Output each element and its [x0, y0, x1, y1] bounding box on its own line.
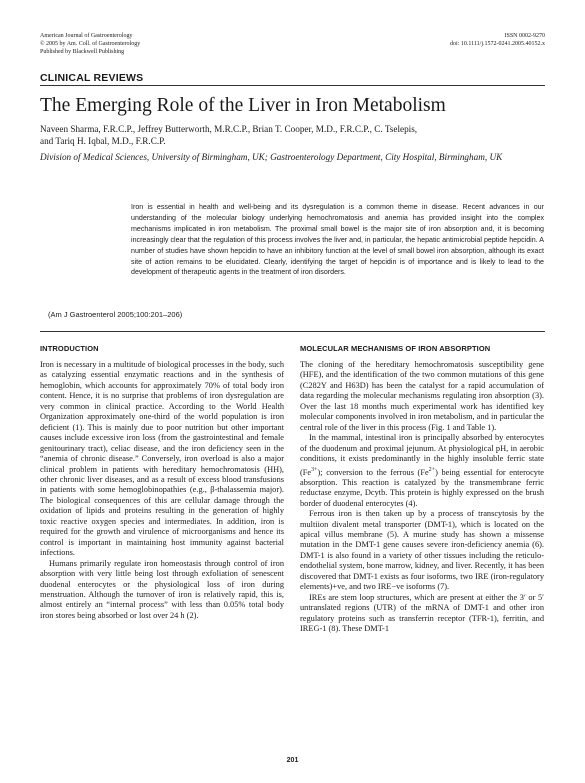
body-paragraph: Ferrous iron is then taken up by a process of transcytosis by the multiion divalent metal transporter (DMT-1), which is located on the apical villus membrane (5). A murine study has shown a missense mutation in the DMT-1 gene causes severe iron-deficiency anemia (6). DMT-1 is also found in a variety of other tissues including the reticulo-endothelial system, bone marrow, kidney, and liver. Recently, it has been discovered that DMT-1 exists as four isoforms, two IRE (iron-regulatory elements)+ve, and two IRE−ve isoforms (7). — [300, 509, 544, 592]
journal-name: American Journal of Gastroenterology — [40, 33, 133, 39]
author-line-1: Naveen Sharma, F.R.C.P., Jeffrey Butterworth, M.R.C.P., Brian T. Cooper, M.D., F.R.C.P., C. Tselepis, — [40, 124, 418, 134]
affiliation: Division of Medical Sciences, University of Birmingham, UK; Gastroenterology Department, City Hospital, Birmingham, UK — [40, 152, 503, 162]
author-list — [40, 124, 545, 147]
left-column — [40, 344, 284, 621]
body-paragraph: Humans primarily regulate iron homeostasis through control of iron absorption with very little being lost through exfoliation of senescent duodenal enterocytes or the physiological loss of iron during menstruation. Although the turnover of iron is relatively rapid, this is, almost entirely an “internal process” with less than 0.05% total body iron stores being absorbed or lost over 24 h (2). — [40, 558, 284, 620]
publisher-line: Published by Blackwell Publishing — [40, 49, 125, 55]
body-paragraph: Iron is necessary in a multitude of biological processes in the body, such as catalyzing essential enzymatic reactions and in the synthesis of hemoglobin, which accounts for approximately 70% of total body iron content. Hence, it is no surprise that problems of iron dysregulation are very common in clinical practice. According to the World Health Organization approximately one-third of the world population is iron deficient (1). This is mainly due to poor nutrition but other important causes include excessive iron loss (from the gastrointestinal and female genitourinary tract), celiac disease, and the iron deficiency seen in the “anemia of chronic disease.” Conversely, iron overload is also a major clinical problem in patients with hereditary hemochromatosis (HH), other chronic liver diseases, and as a result of excess blood transfusions in patients with some hemoglobinopathies (e.g., β-thalassemia major). The biological consequences of this are cellular damage through the oxidation of lipids and proteins resulting in the generation of highly toxic reactive oxygen species and intermediates. In addition, iron is required for the growth and virulence of microorganisms and hence its control is important in maintaining host immunity against bacterial infections. — [40, 360, 284, 558]
body-paragraph: The cloning of the hereditary hemochromatosis susceptibility gene (HFE), and the identification of the two common mutations of this gene (C282Y and H63D) has been the catalyst for a rapid accumulation of data regarding the molecular mechanisms regulating iron absorption (3). Over the last 18 months much experimental work has identified key molecular components involved in iron metabolism, and in particular the central role of the liver in this process (Fig. 1 and Table 1). — [300, 360, 544, 432]
article-title: The Emerging Role of the Liver in Iron Metabolism — [40, 95, 446, 116]
body-paragraph: IREs are stem loop structures, which are present at either the 3′ or 5′ untranslated regions (UTR) of the mRNA of DMT-1 and other iron regulatory proteins such as transferrin receptor (TFR-1), ferritin, and IREG-1 (8). These DMT-1 — [300, 592, 544, 634]
abstract-divider — [40, 331, 545, 332]
identifier-header — [450, 32, 545, 48]
abstract: Iron is essential in health and well-being and its dysregulation is a common theme in disease. Recent advances in our understanding of the molecular biology underlying hemochromatosis and anemia has provided insight into the complex mechanisms implicated in iron metabolism. The proximal small bowel is the major site of iron absorption and, it is becoming increasingly clear that the regulation of this process involves the liver and, in particular, the hepatic antimicrobial peptide hepcidin. A number of studies have shown hepcidin to have an inhibitory function at the level of small bowel iron absorption, although its exact site of action remains to be elucidated. Clearly, identifying the target of hepcidin is of importance and is likely to lead to the development of therapeutic agents in the treatment of iron disorders. — [131, 203, 544, 277]
issn-line: ISSN 0002-9270 — [504, 33, 545, 39]
body-paragraph: In the mammal, intestinal iron is principally absorbed by enterocytes of the duodenum and proximal jejunum. At physiological pH, in aerobic conditions, it exists predominantly in the highly insoluble ferric state $(Fe^{3+})$; conversion to the ferrous $(Fe^{2+})$ being essential for enterocyte absorption. This reaction is catalyzed by the transmembrane ferric reductase enzyme, Dcytb. This protein is highly expressed on the brush border of duodenal enterocytes (4). — [300, 433, 544, 508]
page-number: 201 — [286, 757, 299, 764]
author-line-2: and Tariq H. Iqbal, M.D., F.R.C.P. — [40, 135, 166, 146]
introduction-heading: INTRODUCTION — [40, 344, 99, 353]
right-column — [300, 344, 544, 635]
doi-line: doi: 10.1111/j.1572-0241.2005.40152.x — [450, 41, 545, 47]
copyright-line: © 2005 by Am. Coll. of Gastroenterology — [40, 41, 141, 47]
mechanisms-heading: MOLECULAR MECHANISMS OF IRON ABSORPTION — [300, 344, 491, 353]
journal-header — [40, 32, 140, 56]
citation: (Am J Gastroenterol 2005;100:201–206) — [48, 310, 183, 319]
top-divider — [40, 85, 545, 86]
section-label: CLINICAL REVIEWS — [40, 72, 144, 84]
